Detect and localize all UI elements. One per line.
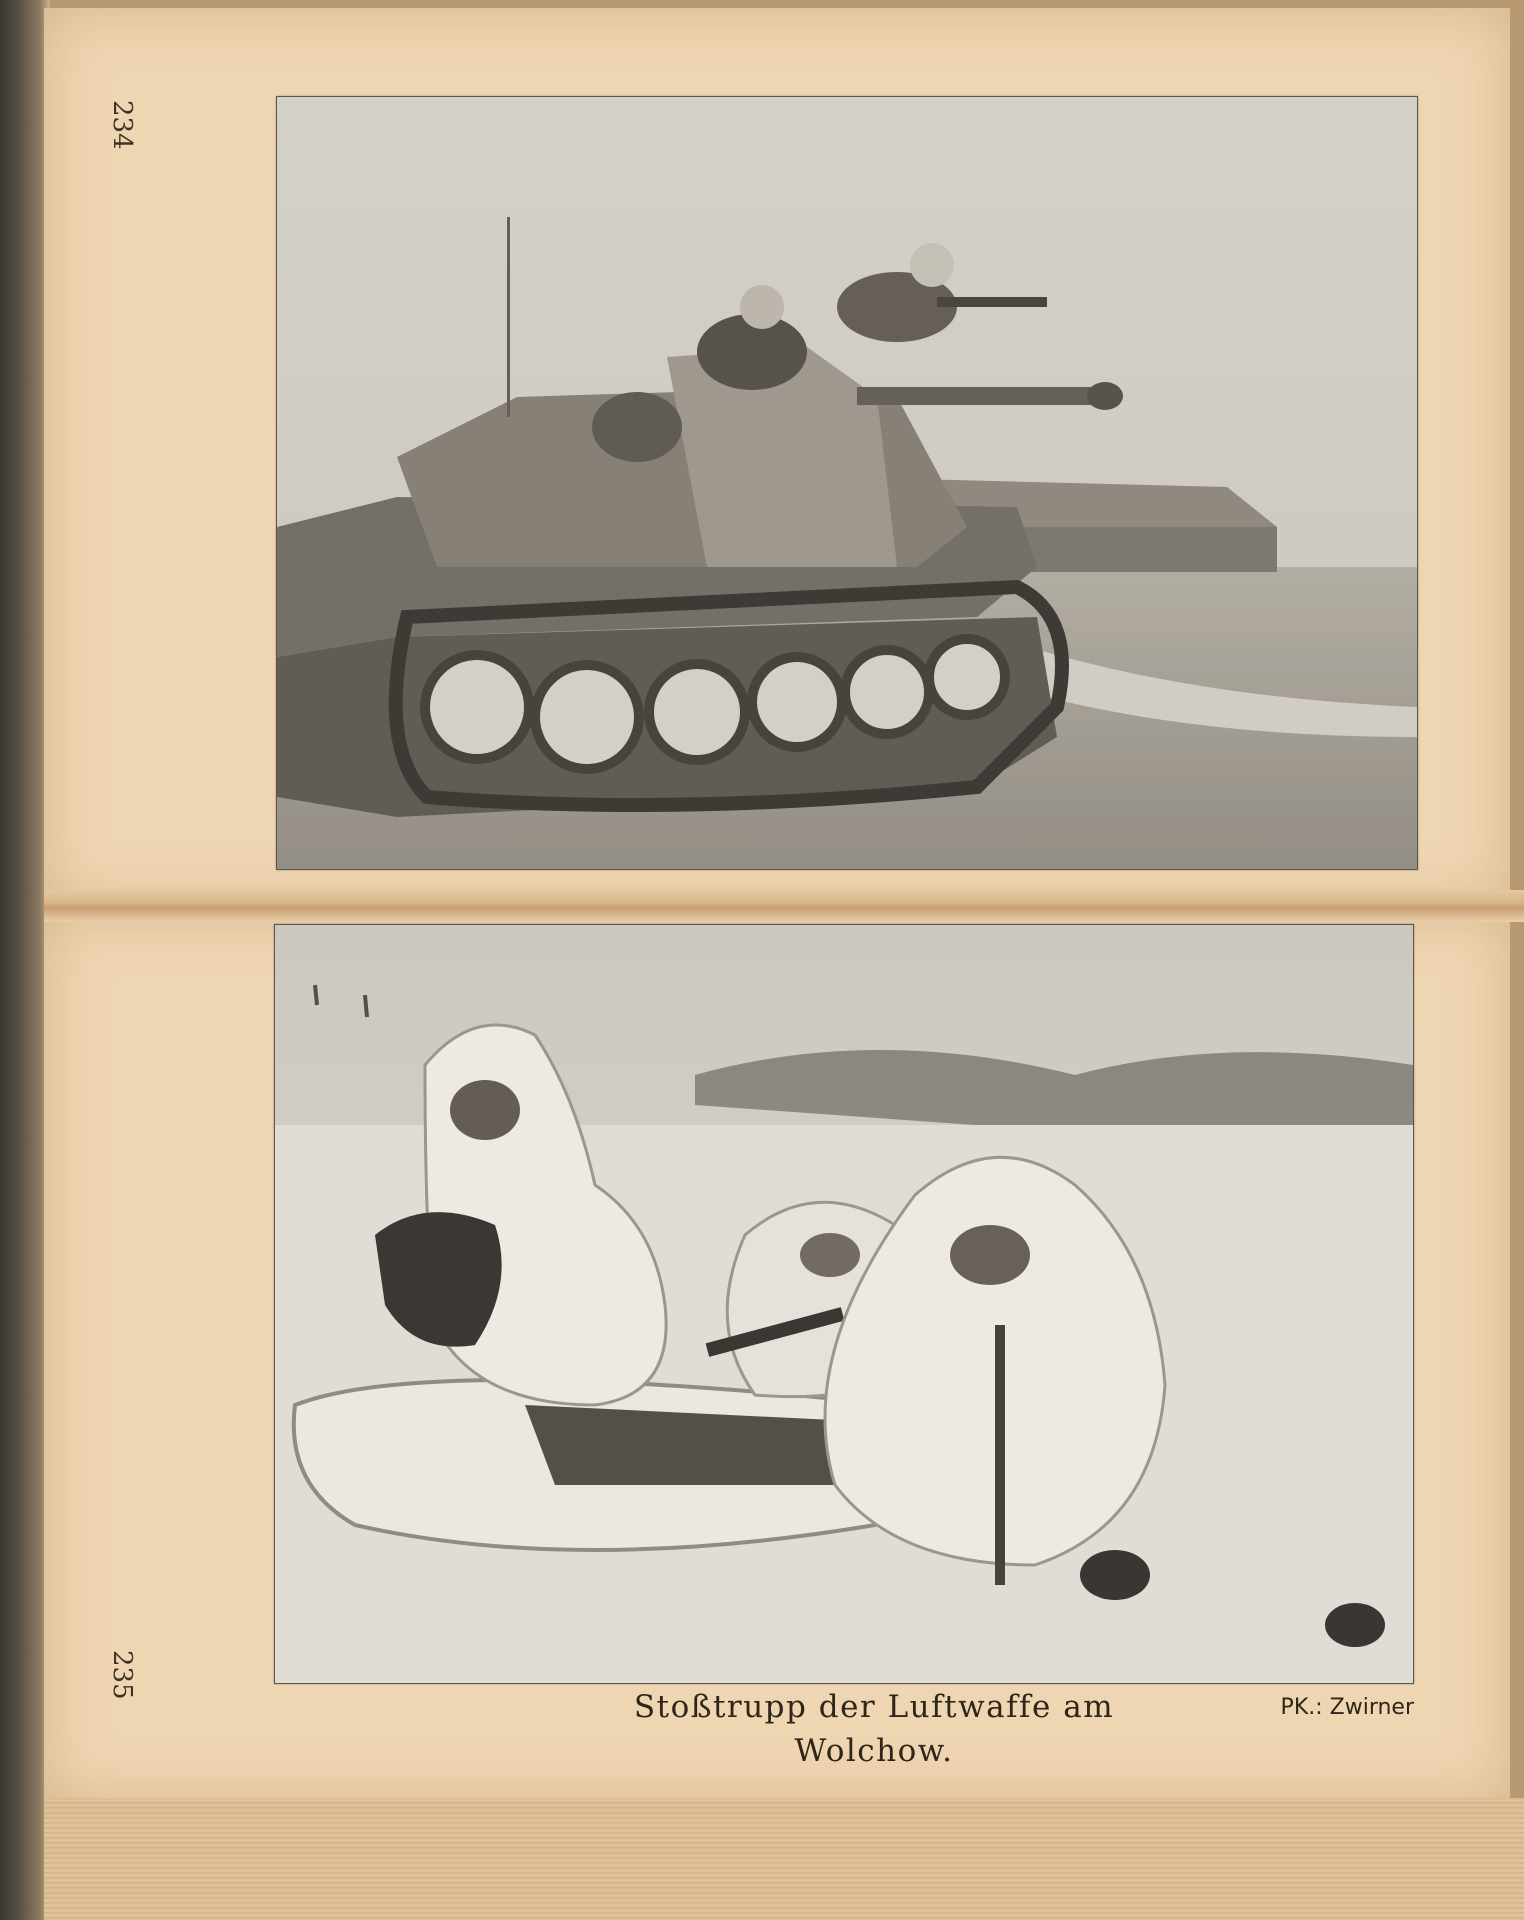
- open-book: [44, 0, 1524, 1920]
- photo-caption: Stoßtrupp der Luftwaffe am Wolchow.: [633, 1689, 1115, 1769]
- faded-credit-top: [1292, 876, 1412, 902]
- photo-luftwaffe-patrol: [274, 924, 1414, 1684]
- page-edges: [44, 1798, 1524, 1920]
- photo-tank-destroyer: [276, 96, 1418, 870]
- photo-credit: PK.: Zwirner: [1280, 1695, 1414, 1720]
- page-number-top: 234: [107, 100, 137, 150]
- book-binding: [0, 0, 50, 1920]
- faded-caption-top: [584, 876, 1144, 902]
- page-number-bottom: 235: [107, 1650, 137, 1700]
